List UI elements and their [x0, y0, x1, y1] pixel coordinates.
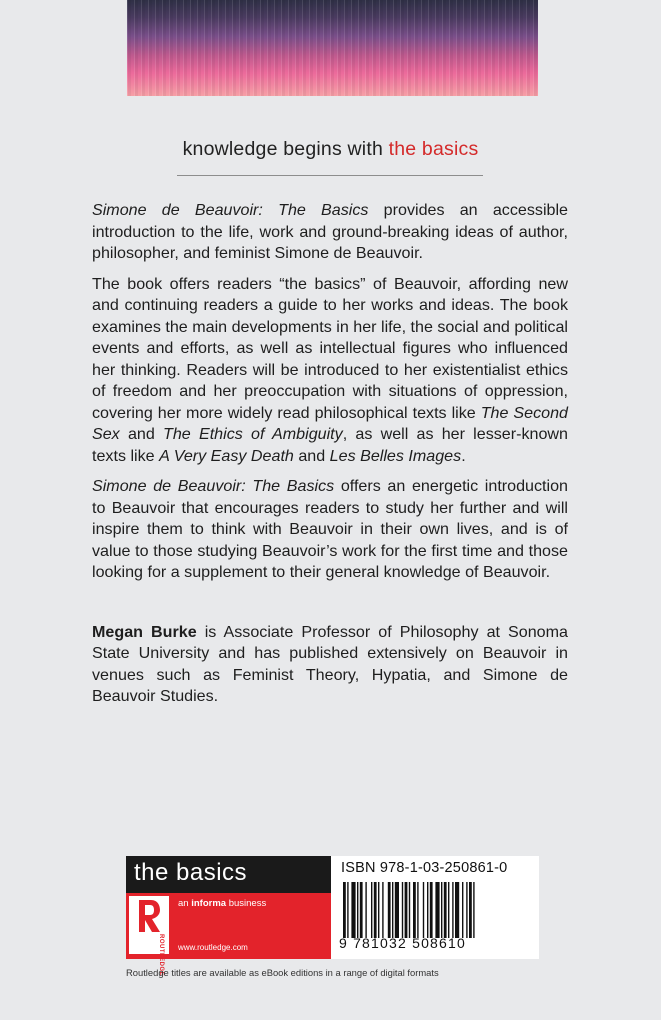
blurb-text: The book offers readers “the basics” of Beauvoir, affording new and continuing readers a guide to her works and ideas. The book examines the main developments in her life, the social and political events and efforts, as well as intellectual figures who influenced her thinking. Readers will be introduced to her existentialist ethics of freedom and her preoccupation with situations of oppression, covering her more widely read philosophical texts like: [92, 274, 568, 422]
barcode-bar: [466, 882, 467, 938]
barcode-bar: [374, 882, 377, 938]
barcode-bar: [417, 882, 418, 938]
barcode-bar: [351, 882, 355, 938]
barcode-bar: [378, 882, 379, 938]
barcode-bar: [347, 882, 348, 938]
isbn-panel: [331, 856, 539, 959]
routledge-wordmark: ROUTLEDGE: [158, 934, 164, 977]
barcode-bar: [388, 882, 391, 938]
isbn-label: ISBN 978-1-03-250861-0: [341, 860, 508, 876]
barcode-bar: [392, 882, 393, 938]
work-title-italic: A Very Easy Death: [159, 446, 294, 465]
author-bio-text: is Associate Professor of Philosophy at Sonoma State University and has published extensively on Beauvoir in venues such as Feminist Theory, Hypatia, and Simone de Beauvoir Studies.: [92, 622, 568, 705]
routledge-r-icon: [136, 898, 162, 934]
barcode-bar: [444, 882, 447, 938]
blurb-paragraph-3: [92, 476, 568, 584]
barcode-bar: [405, 882, 408, 938]
barcode-bar: [382, 882, 383, 938]
barcode-bar: [473, 882, 474, 938]
work-title-italic: The Second Sex: [92, 403, 568, 443]
work-title-italic: Les Belles Images: [329, 446, 462, 465]
barcode-bar: [343, 882, 346, 938]
barcode-bar: [430, 882, 433, 938]
publisher-website: www.routledge.com: [178, 943, 248, 952]
tagline-prefix: knowledge begins with: [182, 138, 389, 160]
barcode-bar: [371, 882, 372, 938]
blurb-text: provides an accessible introduction to the life, work and ground-breaking ideas of author, philosopher, and feminist Simone de Beauvoir.: [92, 201, 568, 262]
informa-suffix: business: [226, 898, 267, 909]
blurb-paragraph-1: [92, 200, 568, 265]
blurb-text: offers an energetic introduction to Beauvoir that encourages readers to study her further and will inspire them to think with Beauvoir in their own lives, and is of value to those studying Beauvoir’s work for the first time and those looking for a supplement to their general knowledge of Beauvoir.: [92, 477, 569, 581]
routledge-logo: [129, 896, 169, 977]
blurb-text: and: [119, 425, 164, 443]
barcode-bar: [462, 882, 463, 938]
barcode-bar: [357, 882, 358, 938]
author-bio: [92, 622, 568, 708]
book-title-italic: Simone de Beauvoir: The Basics: [92, 477, 335, 495]
barcode-bar: [448, 882, 449, 938]
blurb-text: , as well as her lesser-known texts like: [92, 425, 568, 465]
barcode-bar: [469, 882, 472, 938]
barcode-bar: [360, 882, 363, 938]
divider: [177, 175, 483, 176]
back-cover-blurb: [92, 200, 568, 717]
informa-bold: informa: [191, 898, 227, 909]
barcode-bar: [395, 882, 399, 938]
informa-tagline: [178, 898, 266, 909]
barcode-bar: [435, 882, 439, 938]
ebook-note: Routledge titles are available as eBook editions in a range of digital formats: [126, 967, 439, 978]
barcode-bar: [427, 882, 428, 938]
cover-gradient-image: [127, 0, 538, 96]
barcode: [343, 882, 533, 938]
informa-prefix: an: [178, 898, 192, 909]
series-band: [126, 856, 331, 893]
author-name: Megan Burke: [92, 622, 197, 641]
barcode-bar: [441, 882, 442, 938]
series-name: the basics: [134, 859, 248, 886]
book-title-italic: Simone de Beauvoir: The Basics: [92, 201, 369, 219]
barcode-bar: [452, 882, 453, 938]
barcode-bar: [455, 882, 459, 938]
barcode-bar: [365, 882, 366, 938]
barcode-bar: [423, 882, 424, 938]
blurb-paragraph-2: [92, 274, 568, 468]
blurb-text: and: [293, 446, 330, 465]
work-title-italic: The Ethics of Ambiguity: [163, 425, 343, 443]
barcode-digits: 9 781032 508610: [339, 935, 466, 951]
barcode-bar: [409, 882, 410, 938]
barcode-bar: [413, 882, 416, 938]
tagline-accent: the basics: [388, 138, 479, 160]
series-tagline: [0, 138, 661, 161]
blurb-text: .: [461, 446, 466, 465]
barcode-bar: [402, 882, 403, 938]
